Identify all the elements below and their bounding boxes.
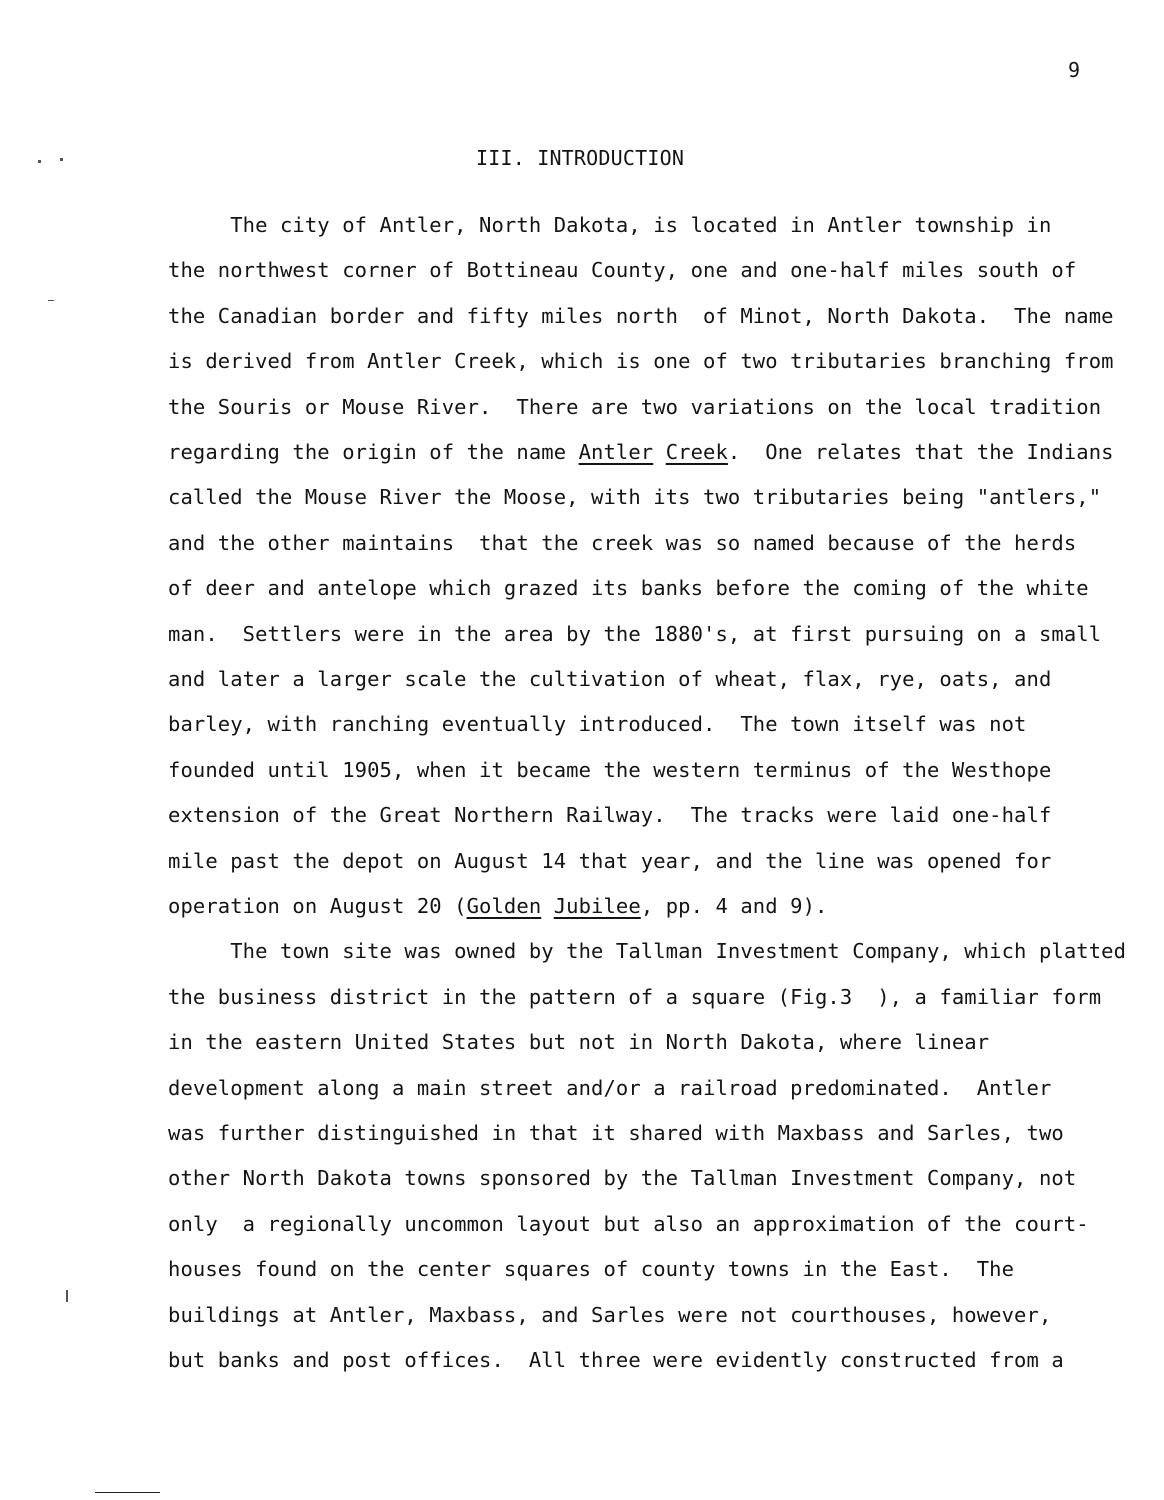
text-segment: operation on August 20 ( xyxy=(168,894,467,918)
text-line xyxy=(168,1348,1064,1372)
text-line xyxy=(168,1076,1051,1100)
underlined-title: Antler xyxy=(578,440,654,464)
text-line xyxy=(168,304,1114,328)
text-line xyxy=(168,576,1089,600)
text-line xyxy=(168,1257,1014,1281)
text-segment: was further distinguished in that it shared with Maxbass and Sarles, two xyxy=(168,1121,1064,1145)
text-line xyxy=(168,758,1051,782)
text-line xyxy=(168,622,1101,646)
scan-mark xyxy=(66,1290,68,1302)
scan-mark xyxy=(38,160,41,163)
text-segment: houses found on the center squares of county towns in the East. The xyxy=(168,1257,1015,1282)
text-segment: founded until 1905, when it became the western terminus of the Westhope xyxy=(168,757,1052,782)
underlined-title: Creek xyxy=(665,440,728,464)
text-line xyxy=(168,894,827,918)
text-line xyxy=(168,258,1076,282)
text-segment: in the eastern United States but not in North Dakota, where linear xyxy=(168,1030,990,1055)
text-line xyxy=(168,1121,1064,1145)
text-segment: and the other maintains that the creek was so named because of the herds xyxy=(168,530,1077,555)
text-line xyxy=(168,667,1051,691)
text-segment: and later a larger scale the cultivation of wheat, flax, rye, oats, and xyxy=(168,667,1052,691)
text-segment: . One relates that the Indians xyxy=(727,440,1114,464)
text-segment: development along a main street and/or a railroad predominated. Antler xyxy=(168,1075,1052,1100)
scan-mark xyxy=(48,300,54,301)
text-segment: the northwest corner of Bottineau County, one and one-half miles south of xyxy=(168,258,1077,283)
text-segment: the business district in the pattern of a square (Fig.3 ), a familiar form xyxy=(168,984,1102,1009)
scan-mark xyxy=(60,158,63,161)
section-heading: III. INTRODUCTION xyxy=(476,146,685,170)
text-segment: extension of the Great Northern Railway. The tracks were laid one-half xyxy=(168,803,1052,828)
text-segment: the Souris or Mouse River. There are two variations on the local tradition xyxy=(168,394,1102,419)
text-segment: is derived from Antler Creek, which is one of two tributaries branching from xyxy=(168,349,1114,374)
text-segment: called the Mouse River the Moose, with its two tributaries being "antlers," xyxy=(168,485,1102,510)
text-line xyxy=(168,712,1027,736)
text-segment: barley, with ranching eventually introduced. The town itself was not xyxy=(168,712,1027,737)
text-segment: man. Settlers were in the area by the 1880's, at first pursuing on a small xyxy=(168,621,1102,646)
text-line xyxy=(168,849,1051,873)
text-segment xyxy=(653,440,665,464)
text-segment: mile past the depot on August 14 that year, and the line was opened for xyxy=(168,848,1052,873)
underlined-title: Jubilee xyxy=(553,894,641,918)
text-line xyxy=(168,531,1076,555)
text-segment: , pp. 4 and 9). xyxy=(640,894,828,918)
footnote-rule xyxy=(95,1492,160,1493)
text-line xyxy=(168,395,1101,419)
text-segment: The city of Antler, North Dakota, is located in Antler township in xyxy=(168,213,1052,237)
text-line xyxy=(168,1166,1076,1190)
text-segment: the Canadian border and fifty miles north of Minot, North Dakota. The name xyxy=(168,303,1114,328)
text-line xyxy=(168,985,1101,1009)
text-line xyxy=(168,213,1051,237)
text-line xyxy=(168,1212,1089,1236)
text-line xyxy=(168,939,1126,963)
text-line xyxy=(168,803,1051,827)
page-number: 9 xyxy=(1068,58,1081,82)
text-segment xyxy=(541,894,553,918)
text-line xyxy=(168,485,1101,509)
underlined-title: Golden xyxy=(466,894,542,918)
text-line xyxy=(168,1303,1051,1327)
text-segment: of deer and antelope which grazed its banks before the coming of the white xyxy=(168,576,1089,601)
text-line xyxy=(168,440,1114,464)
text-segment: only a regionally uncommon layout but also an approximation of the court- xyxy=(168,1211,1089,1236)
text-segment: but banks and post offices. All three were evidently constructed from a xyxy=(168,1348,1064,1372)
text-segment: regarding the origin of the name xyxy=(168,440,579,464)
text-segment: other North Dakota towns sponsored by the Tallman Investment Company, not xyxy=(168,1166,1077,1191)
text-segment: buildings at Antler, Maxbass, and Sarles were not courthouses, however, xyxy=(168,1302,1052,1327)
text-line xyxy=(168,349,1114,373)
text-segment: The town site was owned by the Tallman Investment Company, which platted xyxy=(168,939,1127,964)
text-line xyxy=(168,1030,989,1054)
